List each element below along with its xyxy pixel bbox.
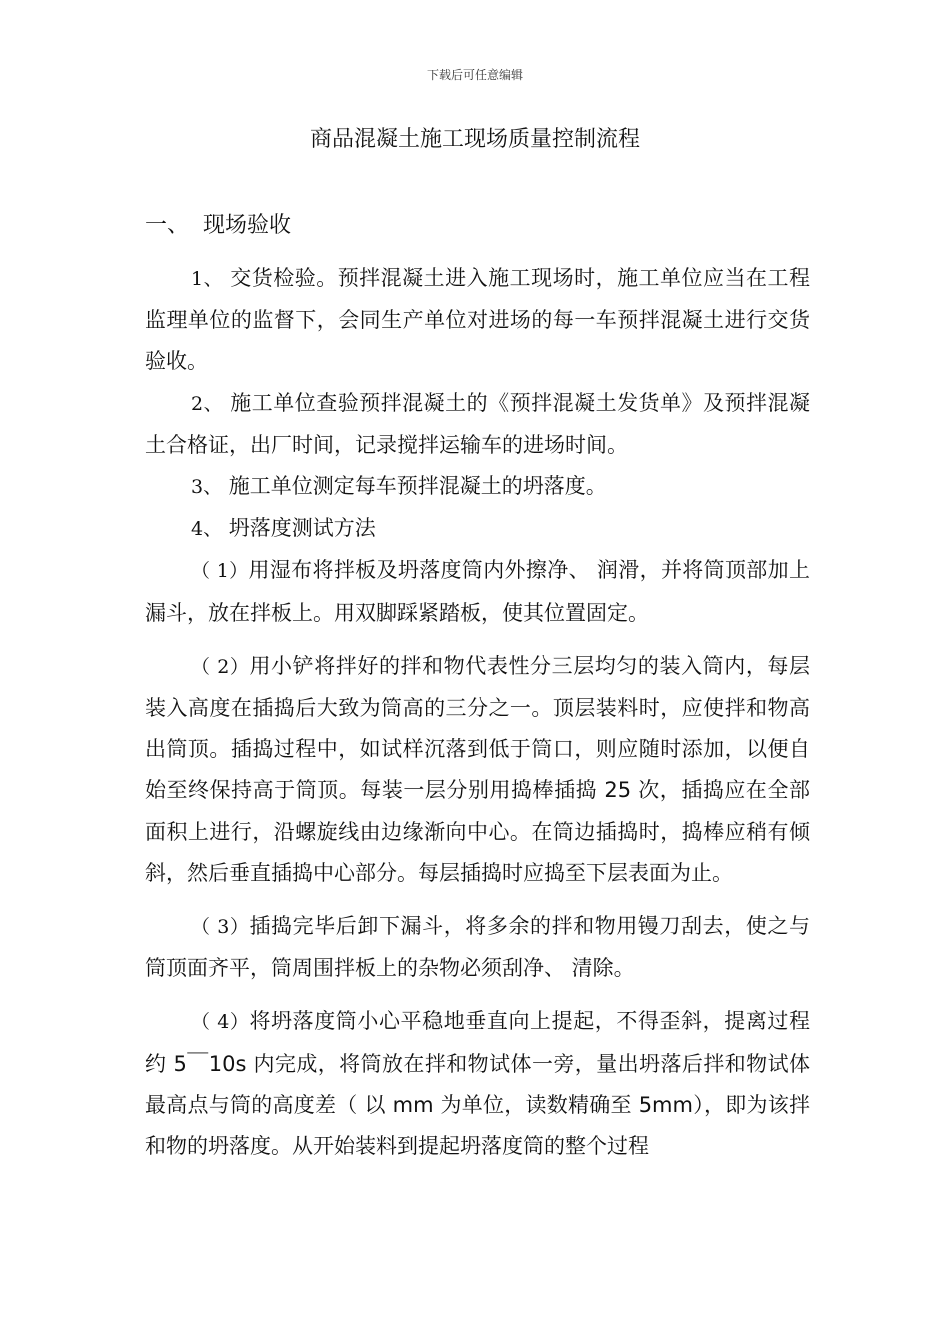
paragraph-text: 坍落度测试方法 (222, 516, 376, 541)
paragraph-number: 4、 (191, 518, 223, 541)
header-note: 下载后可任意编辑 (426, 68, 523, 82)
paragraph-text: 施工单位查验预拌混凝土的《预拌混凝土发货单》及预拌混凝土合格证，出厂时间，记录搅拌运输车的进场时间。 (145, 390, 810, 457)
paragraph-text: 插捣完毕后卸下漏斗，将多余的拌和物用镘刀刮去，使之与筒顶面齐平，筒周围拌板上的杂物必须刮净、 清除。 (145, 914, 811, 981)
paragraph-step-2 (145, 646, 810, 894)
paragraph-number: （ 2） (191, 655, 250, 678)
paragraph-step-3 (145, 906, 810, 989)
paragraph-number: 1、 (191, 268, 224, 290)
paragraph-number: （ 3） (191, 916, 250, 939)
paragraph-text: 用湿布将拌板及坍落度筒内外擦净、 润滑，并将筒顶部加上漏斗，放在拌板上。用双脚踩紧踏板，使其位置固定。 (145, 558, 810, 625)
section-heading-text: 现场验收 (203, 213, 292, 238)
paragraph-slump-measure (145, 466, 810, 508)
paragraph-text: 交货检验。预拌混凝土进入施工现场时，施工单位应当在工程监理单位的监督下，会同生产单位对进场的每一车预拌混凝土进行交货验收。 (145, 266, 810, 374)
paragraph-text: 施工单位测定每车预拌混凝土的坍落度。 (222, 474, 607, 499)
section-number: 一、 (145, 213, 190, 238)
section-heading (145, 208, 291, 239)
paragraph-number: 3、 (191, 476, 223, 499)
paragraph-step-4 (145, 1001, 810, 1167)
paragraph-step-1 (145, 550, 810, 633)
paragraph-text: 将坍落度筒小心平稳地垂直向上提起，不得歪斜，提离过程约 5￣10s 内完成，将筒放在拌和物试体一旁，量出坍落后拌和物试体最高点与筒的高度差（ 以 mm 为单位，读数精确至 5mm），即为该拌和物的坍落度。从开始装料到提起坍落度筒的整个过程 (145, 1009, 811, 1159)
document-body (145, 258, 810, 1167)
paragraph-slump-method (145, 508, 810, 550)
paragraph-delivery-inspection (145, 258, 810, 383)
paragraph-number: （ 4） (191, 1011, 250, 1034)
paragraph-document-check (145, 383, 810, 466)
paragraph-text: 用小铲将拌好的拌和物代表性分三层均匀的装入筒内，每层装入高度在插捣后大致为筒高的三分之一。顶层装料时，应使拌和物高出筒顶。插捣过程中，如试样沉落到低于筒口，则应随时添加，以便自始至终保持高于筒顶。每装一层分别用捣棒插捣 25 次，插捣应在全部面积上进行，沿螺旋线由边缘渐向中心。在筒边插捣时，捣棒应稍有倾斜，然后垂直插捣中心部分。每层插捣时应捣至下层表面为止。 (145, 653, 811, 885)
document-title: 商品混凝土施工现场质量控制流程 (309, 127, 640, 152)
paragraph-number: 2、 (191, 392, 224, 415)
paragraph-number: （ 1） (191, 560, 249, 583)
